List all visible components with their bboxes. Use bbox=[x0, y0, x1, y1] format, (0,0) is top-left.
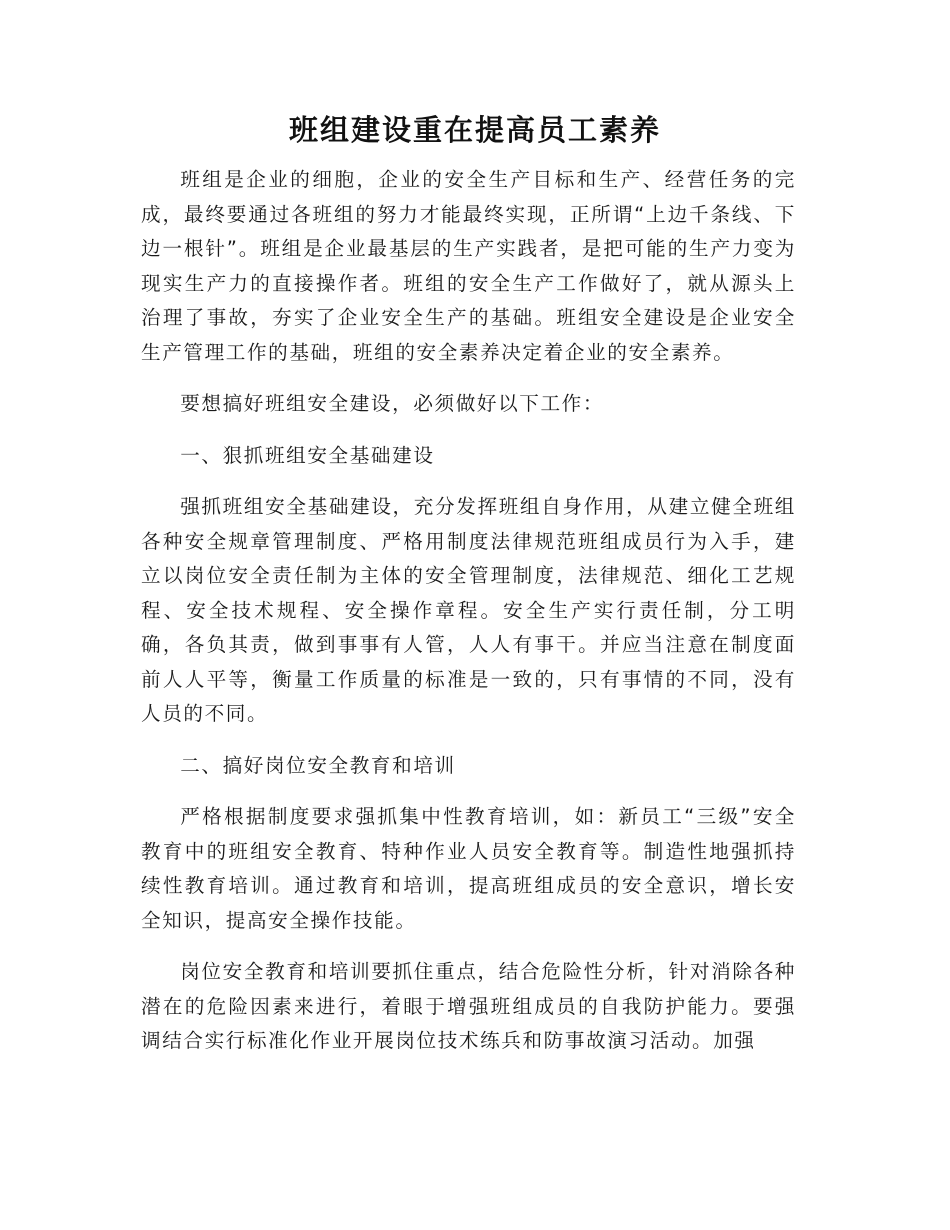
document-title: 班组建设重在提高员工素养 bbox=[288, 113, 661, 147]
paragraph-section-2b: 岗位安全教育和培训要抓住重点，结合危险性分析，针对消除各种潜在的危险因素来进行，着眼于增强班组成员的自我防护能力。要强调结合实行标准化作业开展岗位技术练兵和防事故演习活动。加强 bbox=[141, 960, 796, 1052]
paragraph-intro: 班组是企业的细胞，企业的安全生产目标和生产、经营任务的完成，最终要通过各班组的努力才能最终实现，正所谓“上边千条线、下边一根针”。班组是企业最基层的生产实践者，是把可能的生产力变为现实生产力的直接操作者。班组的安全生产工作做好了，就从源头上治理了事故，夯实了企业安全生产的基础。班组安全建设是企业安全生产管理工作的基础，班组的安全素养决定着企业的安全素养。 bbox=[141, 168, 796, 364]
section-heading-2: 二、搞好岗位安全教育和培训 bbox=[180, 753, 456, 777]
paragraph-section-1: 强抓班组安全基础建设，充分发挥班组自身作用，从建立健全班组各种安全规章管理制度、严格用制度法律规范班组成员行为入手，建立以岗位安全责任制为主体的安全管理制度，法律规范、细化工艺规程、安全技术规程、安全操作章程。安全生产实行责任制，分工明确，各负其责，做到事事有人管，人人有事干。并应当注意在制度面前人人平等，衡量工作质量的标准是一致的，只有事情的不同，没有人员的不同。 bbox=[141, 495, 796, 725]
section-heading-1: 一、狠抓班组安全基础建设 bbox=[180, 443, 435, 467]
paragraph-section-2a: 严格根据制度要求强抓集中性教育培训，如：新员工“三级”安全教育中的班组安全教育、特种作业人员安全教育等。制造性地强抓持续性教育培训。通过教育和培训，提高班组成员的安全意识，增长安全知识，提高安全操作技能。 bbox=[141, 805, 796, 932]
document-body bbox=[141, 163, 796, 1076]
paragraph-lead-in: 要想搞好班组安全建设，必须做好以下工作： bbox=[180, 392, 605, 415]
